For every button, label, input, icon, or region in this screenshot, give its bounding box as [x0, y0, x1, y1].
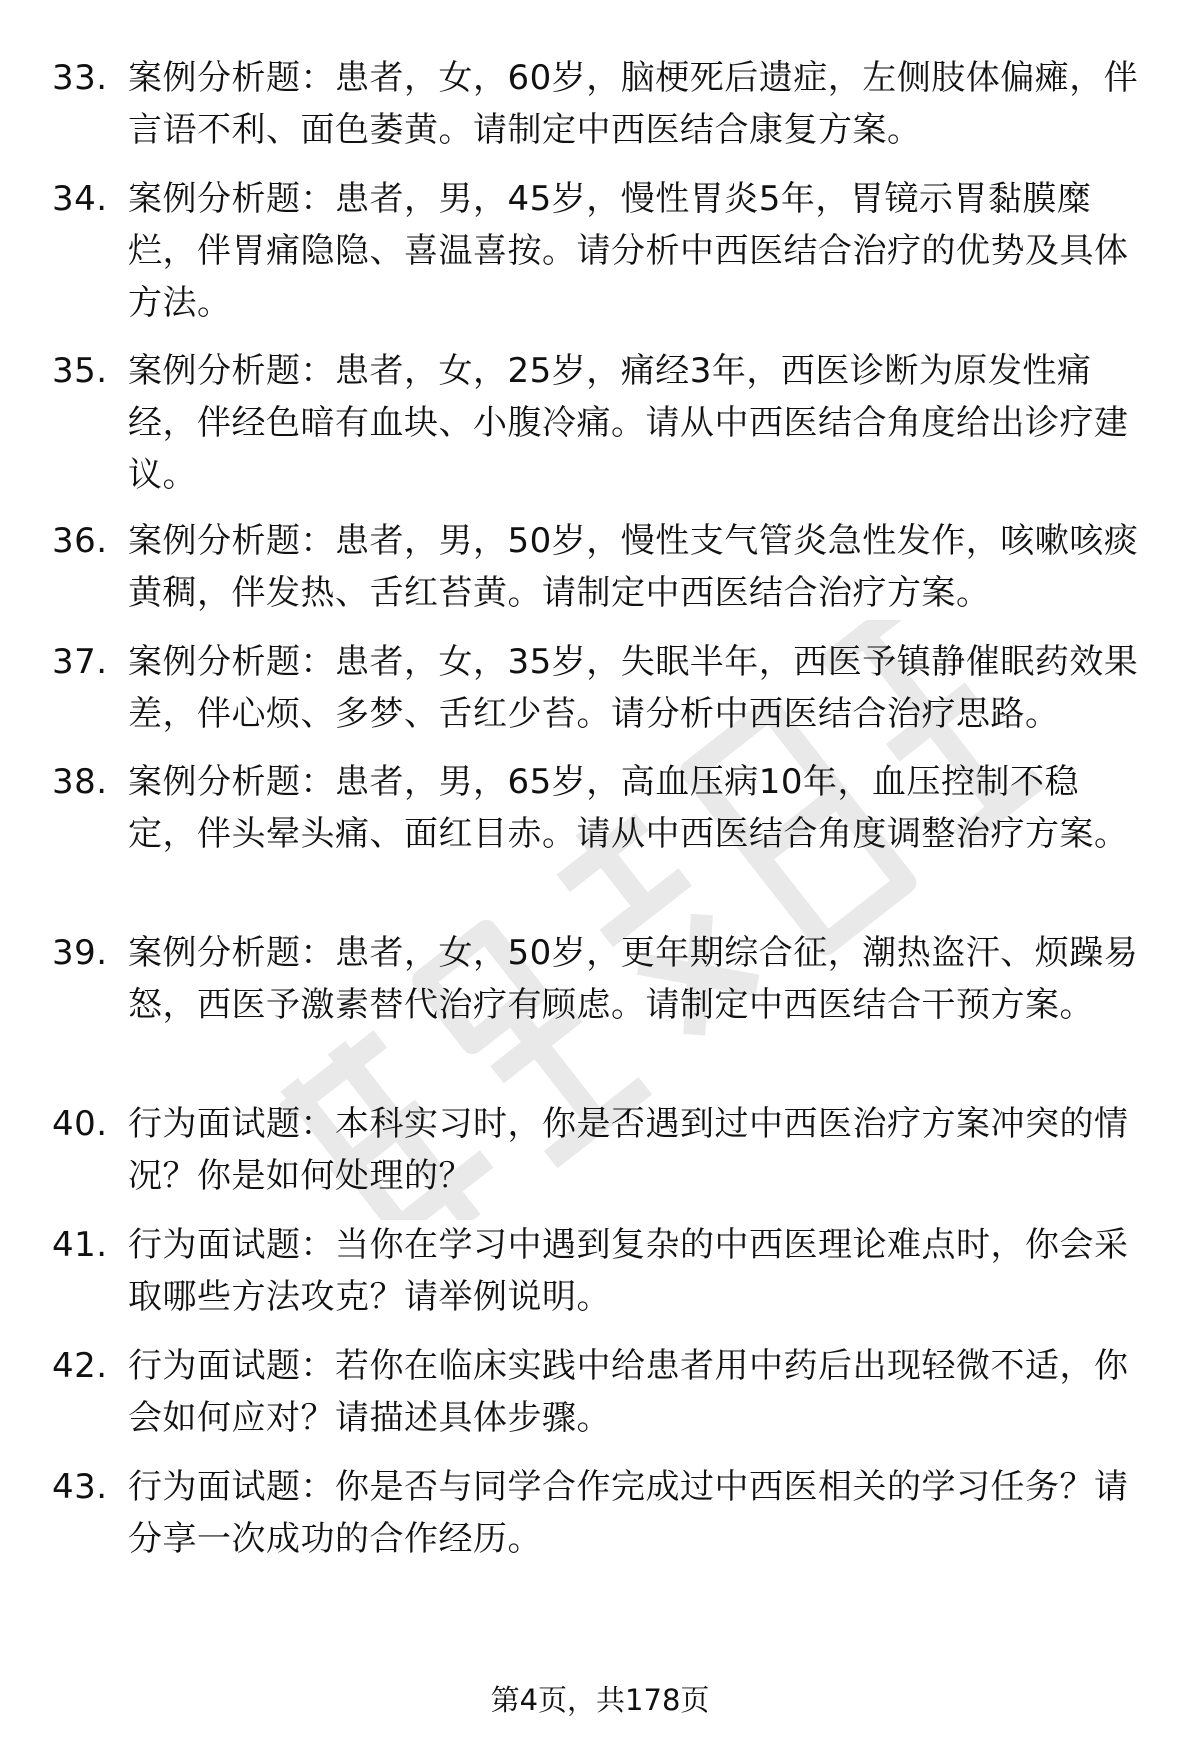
question-text: 案例分析题：患者，男，65岁，高血压病10年，血压控制不稳定，伴头晕头痛、面红目赤。请从中西医结合角度调整治疗方案。: [128, 762, 1129, 854]
question-number: 40.: [52, 1104, 108, 1144]
question-text: 案例分析题：患者，女，60岁，脑梗死后遗症，左侧肢体偏瘫，伴言语不利、面色萎黄。请制定中西医结合康复方案。: [128, 58, 1139, 150]
question-text: 案例分析题：患者，女，25岁，痛经3年，西医诊断为原发性痛经，伴经色暗有血块、小腹冷痛。请从中西医结合角度给出诊疗建议。: [128, 351, 1129, 495]
question-number: 33.: [52, 58, 108, 98]
question-text: 行为面试题：当你在学习中遇到复杂的中西医理论难点时，你会采取哪些方法攻克？请举例说明。: [128, 1225, 1129, 1317]
question-text: 案例分析题：患者，女，50岁，更年期综合征，潮热盗汗、烦躁易怒，西医予激素替代治疗有顾虑。请制定中西医结合干预方案。: [128, 933, 1139, 1025]
page-footer: 第4页，共178页: [490, 1683, 710, 1717]
question-number: 39.: [52, 933, 108, 973]
question-text: 行为面试题：本科实习时，你是否遇到过中西医治疗方案冲突的情况？你是如何处理的？: [128, 1104, 1129, 1196]
question-number: 41.: [52, 1225, 108, 1265]
question-text: 案例分析题：患者，男，45岁，慢性胃炎5年，胃镜示胃黏膜糜烂，伴胃痛隐隐、喜温喜按。请分析中西医结合治疗的优势及具体方法。: [128, 179, 1129, 323]
question-number: 35.: [52, 351, 108, 391]
question-number: 37.: [52, 642, 108, 682]
question-number: 36.: [52, 521, 108, 561]
question-text: 案例分析题：患者，男，50岁，慢性支气管炎急性发作，咳嗽咳痰黄稠，伴发热、舌红苔黄。请制定中西医结合治疗方案。: [128, 521, 1139, 613]
question-number: 43.: [52, 1467, 108, 1507]
question-text: 行为面试题：你是否与同学合作完成过中西医相关的学习任务？请分享一次成功的合作经历。: [128, 1467, 1129, 1559]
question-number: 42.: [52, 1346, 108, 1386]
question-text: 案例分析题：患者，女，35岁，失眠半年，西医予镇静催眠药效果差，伴心烦、多梦、舌红少苔。请分析中西医结合治疗思路。: [128, 642, 1139, 734]
question-number: 34.: [52, 179, 108, 219]
question-text: 行为面试题：若你在临床实践中给患者用中药后出现轻微不适，你会如何应对？请描述具体步骤。: [128, 1346, 1129, 1438]
question-number: 38.: [52, 762, 108, 802]
